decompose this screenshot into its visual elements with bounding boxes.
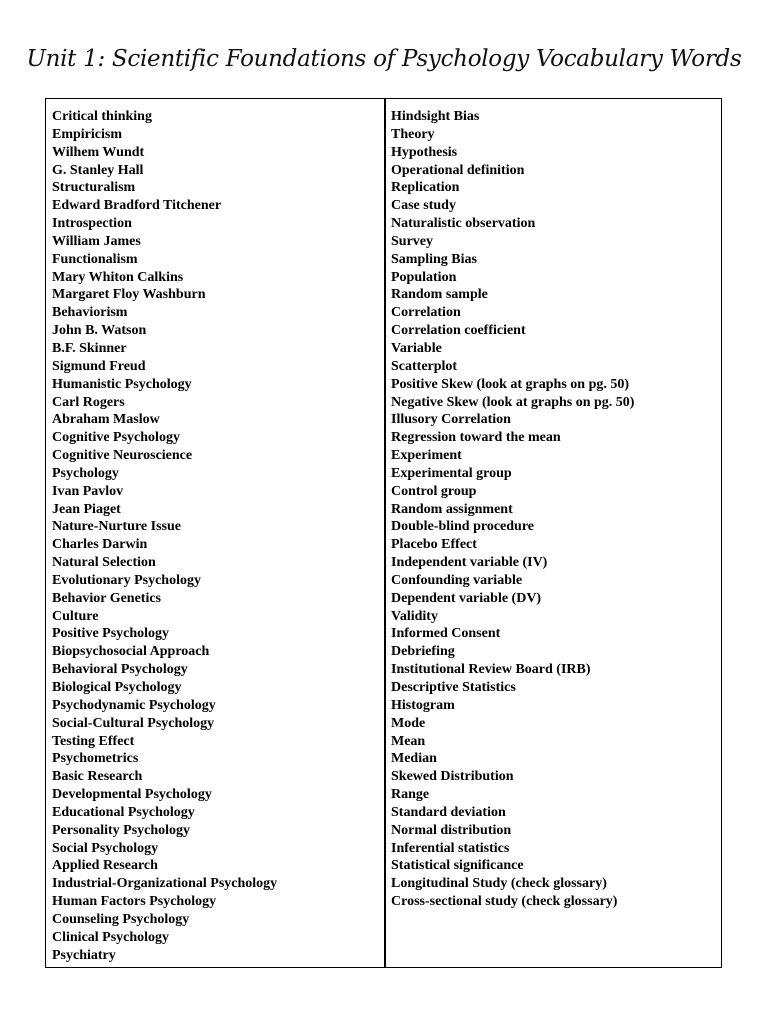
vocabulary-word: Educational Psychology [52,804,195,820]
vocabulary-word: Theory [391,126,435,142]
vocabulary-word: Introspection [52,216,132,232]
vocabulary-word: Replication [391,180,460,196]
vocabulary-word: Personality Psychology [52,822,191,838]
vocabulary-word: William James [52,233,141,249]
vocabulary-word: Institutional Review Board (IRB) [391,662,591,678]
vocabulary-word: Double-blind procedure [391,519,535,535]
vocabulary-table [45,98,722,968]
vocabulary-word: Counseling Psychology [52,911,190,927]
vocabulary-word: Jean Piaget [52,501,121,517]
vocabulary-word: Scatterplot [391,358,458,374]
vocabulary-word: Standard deviation [391,804,506,820]
vocabulary-word: Biopsychosocial Approach [52,644,210,660]
vocabulary-word: Operational definition [391,162,525,178]
vocabulary-word: Placebo Effect [391,537,477,553]
vocabulary-word: Informed Consent [391,626,501,642]
vocabulary-word: Hindsight Bias [391,109,480,124]
vocabulary-word: Behavior Genetics [52,590,162,606]
vocabulary-word: G. Stanley Hall [52,162,144,178]
vocabulary-word: Cognitive Psychology [52,430,180,446]
vocabulary-word: Natural Selection [52,555,156,571]
left-word-column [52,108,277,965]
vocabulary-word: Dependent variable (DV) [391,590,542,606]
vocabulary-word: Negative Skew (look at graphs on pg. 50) [391,394,635,410]
vocabulary-word: Normal distribution [391,822,512,838]
vocabulary-word: Independent variable (IV) [391,555,548,571]
vocabulary-word: Basic Research [52,769,143,785]
vocabulary-word: Behaviorism [52,305,128,321]
vocabulary-word: Positive Skew (look at graphs on pg. 50) [391,376,630,392]
vocabulary-word: Experiment [391,448,462,464]
vocabulary-word: Charles Darwin [52,537,148,553]
vocabulary-word: Testing Effect [52,733,135,749]
vocabulary-word: B.F. Skinner [52,340,127,356]
vocabulary-word: Control group [391,483,477,499]
vocabulary-word: Psychology [52,465,119,481]
vocabulary-word: Biological Psychology [52,680,182,695]
vocabulary-word: Humanistic Psychology [52,376,192,392]
vocabulary-word: Social Psychology [52,840,159,856]
vocabulary-word: Skewed Distribution [391,769,514,785]
vocabulary-word: Edward Bradford Titchener [52,198,222,214]
vocabulary-word: Longitudinal Study (check glossary) [391,876,607,892]
right-word-column [391,108,634,911]
vocabulary-word: Social-Cultural Psychology [52,715,215,731]
vocabulary-word: Evolutionary Psychology [52,572,201,588]
vocabulary-word: Hypothesis [391,144,458,160]
vocabulary-word: Correlation [391,305,461,321]
vocabulary-word: Ivan Pavlov [52,483,124,499]
vocabulary-word: Behavioral Psychology [52,662,188,678]
vocabulary-word: Sampling Bias [391,251,477,267]
vocabulary-word: Cognitive Neuroscience [52,448,193,464]
vocabulary-word: Range [391,787,430,803]
vocabulary-word: Population [391,269,457,285]
vocabulary-word: Psychiatry [52,947,116,963]
vocabulary-word: Carl Rogers [52,394,125,410]
vocabulary-word: Statistical significance [391,858,524,874]
vocabulary-word: John B. Watson [52,323,147,339]
vocabulary-word: Validity [391,608,438,624]
vocabulary-word: Median [391,751,437,767]
vocabulary-word: Mary Whiton Calkins [52,269,184,285]
vocabulary-word: Margaret Floy Washburn [52,287,206,303]
vocabulary-word: Correlation coefficient [391,323,526,339]
vocabulary-word: Random assignment [391,501,513,517]
vocabulary-word: Positive Psychology [52,626,170,642]
vocabulary-word: Empiricism [52,126,122,142]
vocabulary-word: Random sample [391,287,488,303]
vocabulary-word: Cross-sectional study (check glossary) [391,894,618,910]
vocabulary-word: Case study [391,198,456,214]
vocabulary-word: Confounding variable [391,572,523,588]
vocabulary-word: Naturalistic observation [391,216,536,232]
vocabulary-word: Nature-Nurture Issue [52,519,181,535]
vocabulary-word: Abraham Maslow [52,412,160,428]
vocabulary-word: Applied Research [52,858,158,874]
vocabulary-word: Clinical Psychology [52,929,170,945]
vocabulary-word: Survey [391,233,433,249]
vocabulary-word: Culture [52,608,99,624]
vocabulary-word: Debriefing [391,644,455,660]
vocabulary-word: Functionalism [52,251,138,267]
vocabulary-word: Illusory Correlation [391,412,511,428]
vocabulary-word: Structuralism [52,180,136,196]
vocabulary-word: Experimental group [391,465,512,481]
vocabulary-word: Regression toward the mean [391,430,561,446]
vocabulary-word: Developmental Psychology [52,787,212,803]
vocabulary-word: Psychometrics [52,751,139,767]
vocabulary-word: Critical thinking [52,109,152,124]
vocabulary-word: Variable [391,340,442,356]
vocabulary-word: Human Factors Psychology [52,894,217,910]
page-title: Unit 1: Scientific Foundations of Psychology Vocabulary Words [26,46,742,72]
vocabulary-word: Inferential statistics [391,840,510,856]
vocabulary-word: Psychodynamic Psychology [52,697,216,713]
vocabulary-word: Histogram [391,697,455,713]
vocabulary-word: Mean [391,733,426,749]
vocabulary-word: Mode [391,715,426,731]
vocabulary-word: Wilhem Wundt [52,144,145,160]
vocabulary-word: Industrial-Organizational Psychology [52,876,278,892]
column-divider [384,99,386,967]
vocabulary-word: Sigmund Freud [52,358,146,374]
vocabulary-word: Descriptive Statistics [391,680,516,695]
